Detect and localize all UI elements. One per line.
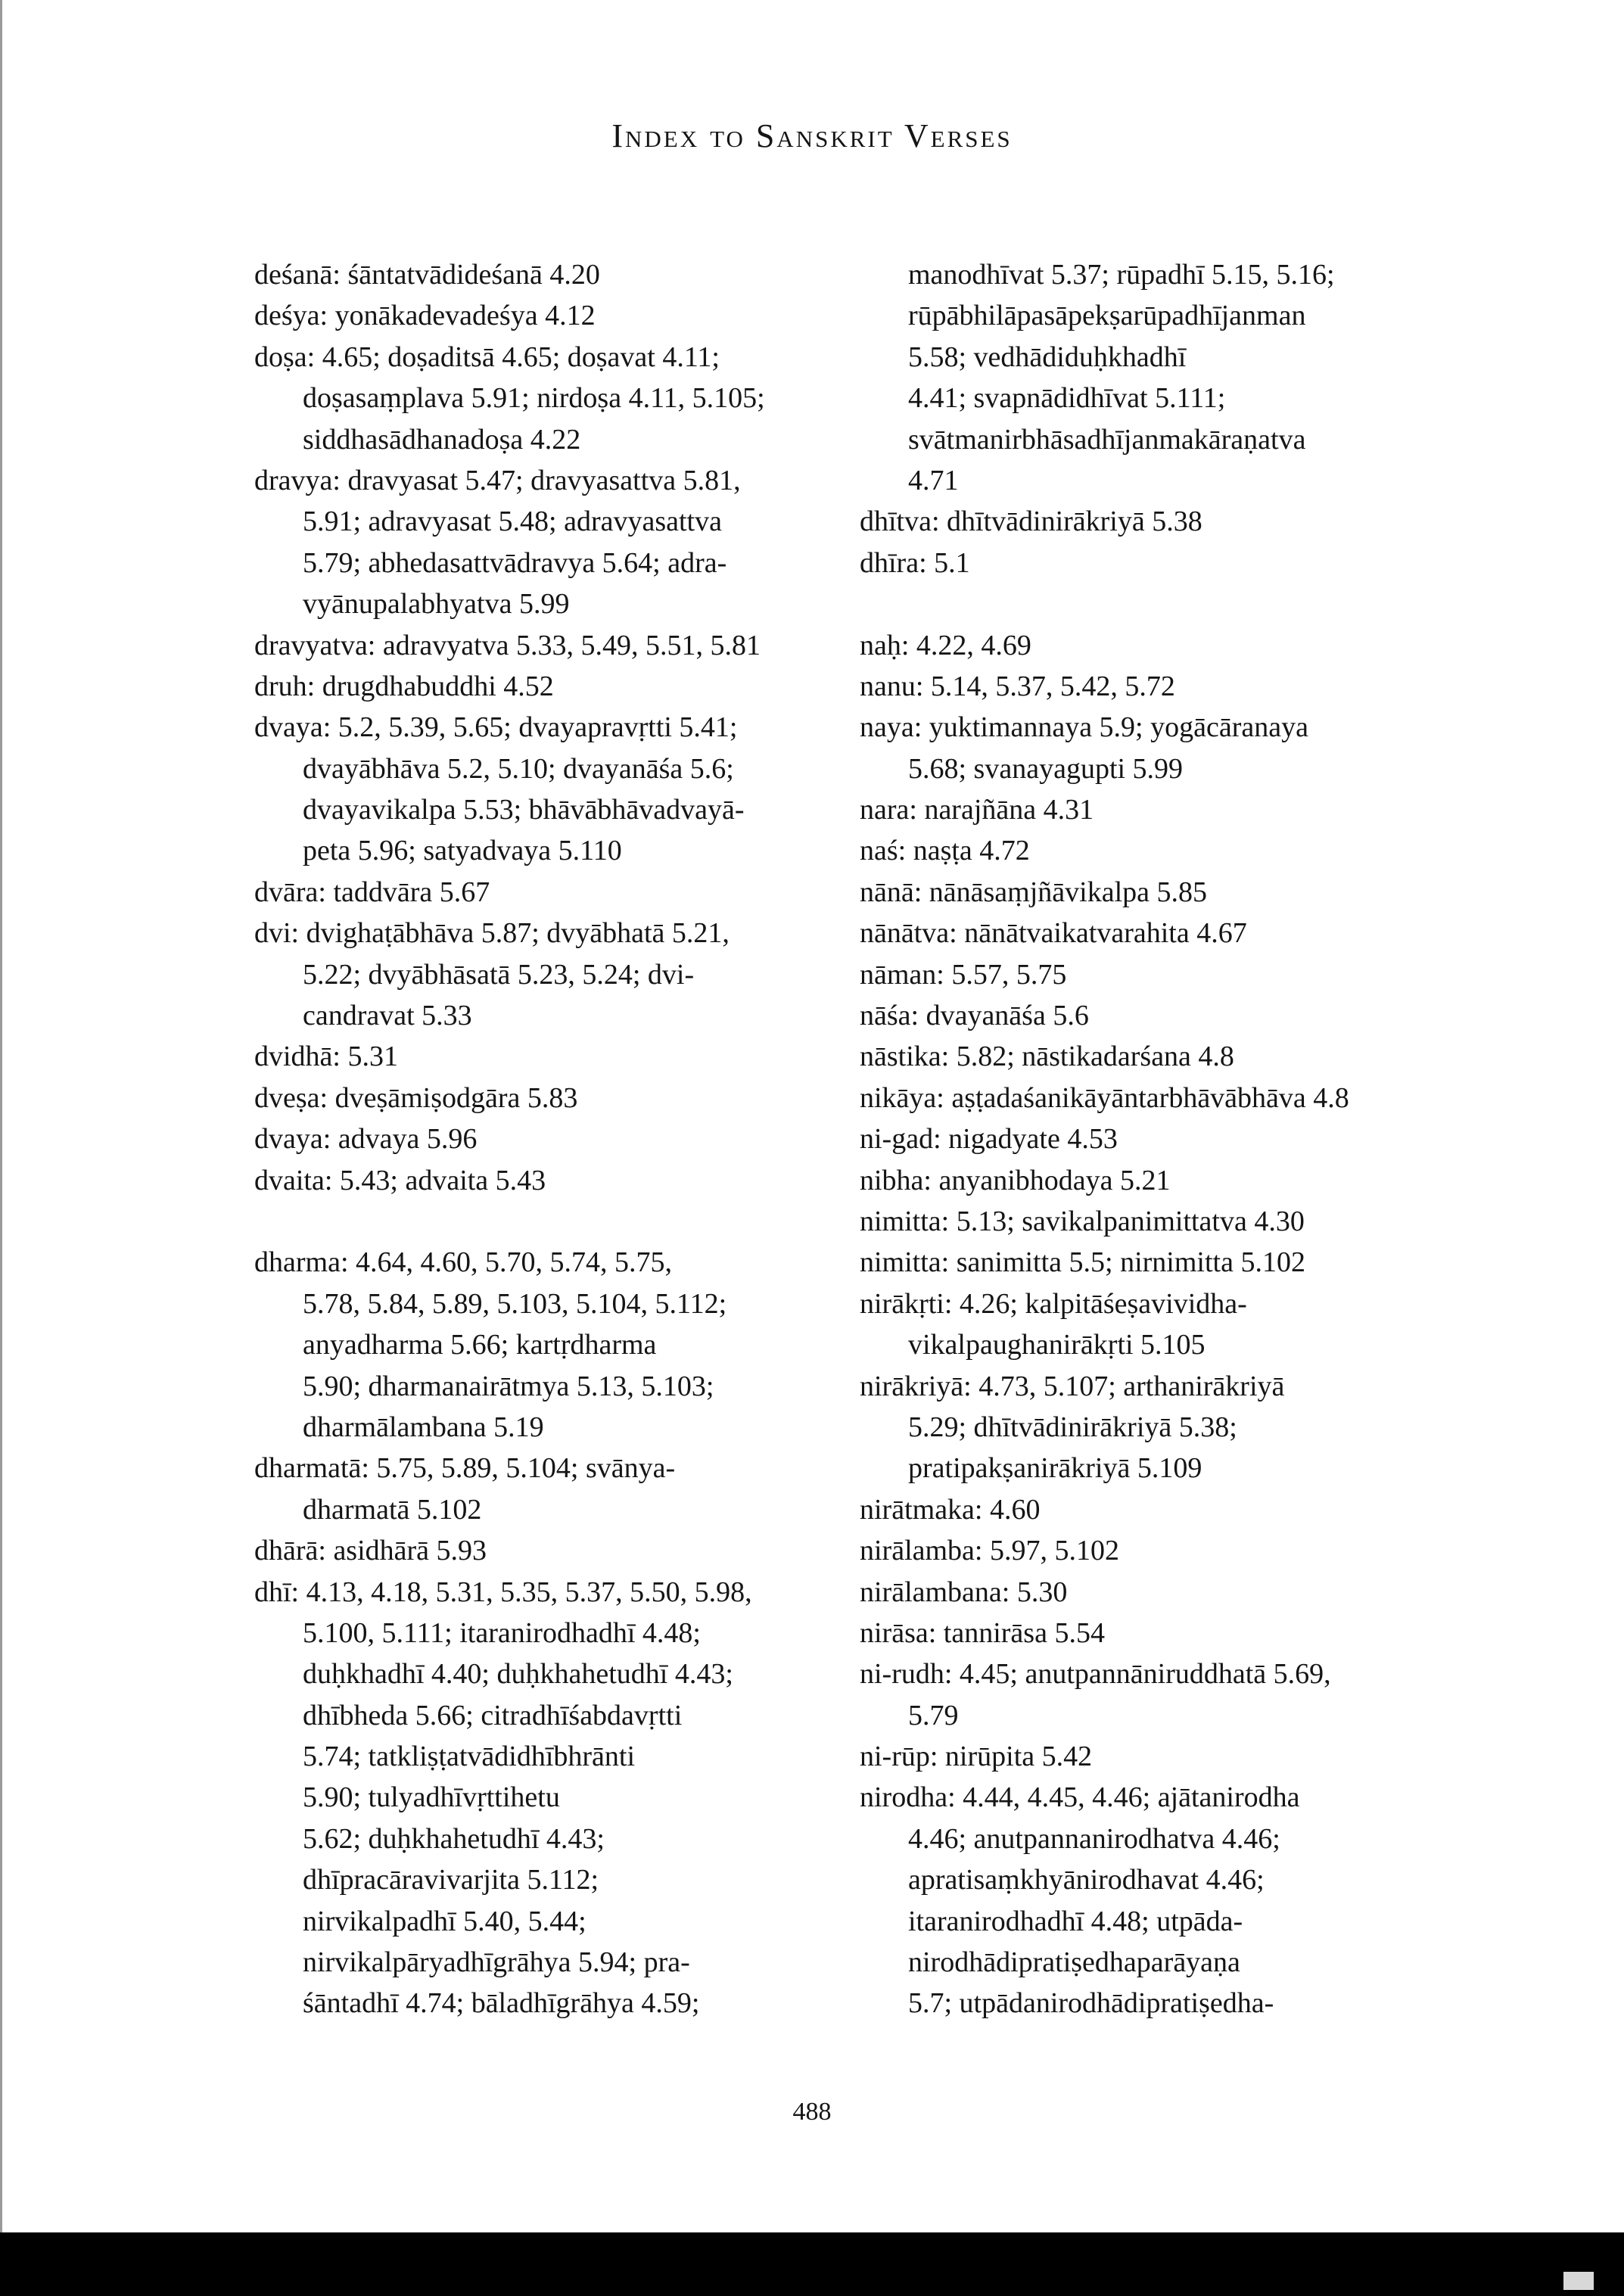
- index-entry: nirālambana: 5.30: [860, 1576, 1068, 1608]
- index-entry-continuation: nirvikalpadhī 5.40, 5.44;: [303, 1905, 586, 1937]
- index-entry-continuation: 5.29; dhītvādinirākriyā 5.38;: [908, 1411, 1237, 1443]
- index-entry-continuation: candravat 5.33: [303, 1000, 472, 1032]
- index-entry-continuation: 5.79; abhedasattvādravya 5.64; adra-: [303, 546, 727, 579]
- index-entry-continuation: rūpābhilāpasāpekṣarūpadhījanman: [908, 300, 1306, 332]
- index-entry: nānā: nānāsaṃjñāvikalpa 5.85: [860, 876, 1208, 908]
- index-entry: dhīra: 5.1: [860, 546, 970, 579]
- index-entry-continuation: dharmālambana 5.19: [303, 1411, 544, 1443]
- index-entry: nāstika: 5.82; nāstikadarśana 4.8: [860, 1041, 1234, 1073]
- index-entry: nanu: 5.14, 5.37, 5.42, 5.72: [860, 670, 1175, 702]
- index-entry: nirāsa: tannirāsa 5.54: [860, 1616, 1105, 1649]
- index-entry: nibha: anyanibhodaya 5.21: [860, 1164, 1171, 1196]
- index-entry-continuation: pratipakṣanirākriyā 5.109: [908, 1452, 1202, 1485]
- index-entry-continuation: nirvikalpāryadhīgrāhya 5.94; pra-: [303, 1946, 690, 1979]
- index-entry: dvaya: advaya 5.96: [254, 1123, 478, 1156]
- index-entry: dvaita: 5.43; advaita 5.43: [254, 1164, 546, 1196]
- index-entry: nāman: 5.57, 5.75: [860, 958, 1067, 991]
- index-entry: nirātmaka: 4.60: [860, 1493, 1041, 1526]
- scan-edge: [0, 0, 2, 2232]
- index-entry: naḥ: 4.22, 4.69: [860, 629, 1031, 661]
- index-entry: nirodha: 4.44, 4.45, 4.46; ajātanirodha: [860, 1781, 1300, 1814]
- index-entry-continuation: 5.58; vedhādiduḥkhadhī: [908, 341, 1187, 373]
- index-entry-continuation: siddhasādhanadoṣa 4.22: [303, 423, 581, 456]
- index-entry-continuation: 5.78, 5.84, 5.89, 5.103, 5.104, 5.112;: [303, 1287, 727, 1320]
- index-entry-continuation: 5.79: [908, 1699, 959, 1731]
- index-entry-continuation: vikalpaughanirākṛti 5.105: [908, 1329, 1206, 1361]
- index-entry-continuation: 5.90; tulyadhīvṛttihetu: [303, 1781, 560, 1814]
- index-entry: dravyatva: adravyatva 5.33, 5.49, 5.51, 5.81: [254, 629, 761, 661]
- index-entry-continuation: 5.22; dvyābhāsatā 5.23, 5.24; dvi-: [303, 958, 695, 991]
- running-header: Index to Sanskrit Verses: [611, 117, 1013, 154]
- index-entry: ni-rūp: nirūpita 5.42: [860, 1741, 1093, 1773]
- index-entry: dvaya: 5.2, 5.39, 5.65; dvayapravṛtti 5.41;: [254, 711, 738, 744]
- index-entry-continuation: 4.46; anutpannanirodhatva 4.46;: [908, 1822, 1280, 1855]
- index-entry: deśya: yonākadevadeśya 4.12: [254, 300, 596, 332]
- index-entry-continuation: anyadharma 5.66; kartṛdharma: [303, 1329, 657, 1361]
- index-entry-continuation: nirodhādipratiṣedhaparāyaṇa: [908, 1946, 1240, 1979]
- index-entry: nimitta: sanimitta 5.5; nirnimitta 5.102: [860, 1246, 1305, 1279]
- index-entry-continuation: peta 5.96; satyadvaya 5.110: [303, 835, 622, 867]
- index-entry: dharma: 4.64, 4.60, 5.70, 5.74, 5.75,: [254, 1246, 673, 1279]
- index-entry-continuation: 4.71: [908, 464, 959, 496]
- index-entry-continuation: 5.74; tatkliṣṭatvādidhībhrānti: [303, 1741, 636, 1773]
- index-entry: nirākṛti: 4.26; kalpitāśeṣavividha-: [860, 1287, 1247, 1320]
- index-entry-continuation: 5.68; svanayagupti 5.99: [908, 752, 1184, 785]
- index-entry: nikāya: aṣṭadaśanikāyāntarbhāvābhāva 4.8: [860, 1081, 1349, 1114]
- index-entry: dhītva: dhītvādinirākriyā 5.38: [860, 506, 1202, 538]
- index-entry: naya: yuktimannaya 5.9; yogācāranaya: [860, 711, 1308, 744]
- index-entry-continuation: itaranirodhadhī 4.48; utpāda-: [908, 1905, 1243, 1937]
- index-entry: dvāra: taddvāra 5.67: [254, 876, 490, 908]
- page-number: 488: [792, 2098, 832, 2126]
- index-entry-continuation: 5.90; dharmanairātmya 5.13, 5.103;: [303, 1370, 714, 1402]
- index-entry: dvi: dvighaṭābhāva 5.87; dvyābhatā 5.21,: [254, 917, 730, 950]
- index-entry: deśanā: śāntatvādideśanā 4.20: [254, 259, 600, 291]
- index-entry: dvidhā: 5.31: [254, 1041, 398, 1073]
- index-entry-continuation: 5.100, 5.111; itaranirodhadhī 4.48;: [303, 1616, 701, 1649]
- index-entry: dhī: 4.13, 4.18, 5.31, 5.35, 5.37, 5.50, 5.98,: [254, 1576, 752, 1608]
- index-entry-continuation: dvayābhāva 5.2, 5.10; dvayanāśa 5.6;: [303, 752, 734, 785]
- index-entry-continuation: manodhīvat 5.37; rūpadhī 5.15, 5.16;: [908, 259, 1335, 291]
- index-entry: ni-gad: nigadyate 4.53: [860, 1123, 1118, 1156]
- index-entry-continuation: dhīpracāravivarjita 5.112;: [303, 1864, 599, 1896]
- section-gap: [860, 583, 1480, 624]
- index-entry-continuation: duḥkhadhī 4.40; duḥkhahetudhī 4.43;: [303, 1658, 733, 1691]
- index-entry-continuation: dhībheda 5.66; citradhīśabdavṛtti: [303, 1699, 683, 1731]
- index-entry-continuation: dharmatā 5.102: [303, 1493, 482, 1526]
- index-entry: dravya: dravyasat 5.47; dravyasattva 5.81,: [254, 464, 741, 496]
- index-entry: nānātva: nānātvaikatvarahita 4.67: [860, 917, 1247, 950]
- index-entry: nara: narajñāna 4.31: [860, 794, 1094, 826]
- scan-corner-mark: [1563, 2272, 1594, 2290]
- index-entry-continuation: svātmanirbhāsadhījanmakāraṇatva: [908, 423, 1306, 456]
- index-entry: dharmatā: 5.75, 5.89, 5.104; svānya-: [254, 1452, 676, 1485]
- index-entry-continuation: doṣasaṃplava 5.91; nirdoṣa 4.11, 5.105;: [303, 382, 765, 415]
- index-entry: naś: naṣṭa 4.72: [860, 835, 1030, 867]
- index-entry: doṣa: 4.65; doṣaditsā 4.65; doṣavat 4.11;: [254, 341, 720, 373]
- index-entry: nirākriyā: 4.73, 5.107; arthanirākriyā: [860, 1370, 1285, 1402]
- index-entry: dhārā: asidhārā 5.93: [254, 1535, 487, 1567]
- section-gap: [254, 1201, 814, 1242]
- index-entry: dveṣa: dveṣāmiṣodgāra 5.83: [254, 1081, 578, 1114]
- index-entry-continuation: vyānupalabhyatva 5.99: [303, 588, 570, 621]
- index-entry-continuation: dvayavikalpa 5.53; bhāvābhāvadvayā-: [303, 794, 745, 826]
- index-column-right: [860, 254, 1480, 2024]
- index-entry: druh: drugdhabuddhi 4.52: [254, 670, 554, 702]
- index-entry-continuation: 4.41; svapnādidhīvat 5.111;: [908, 382, 1226, 415]
- index-entry-continuation: 5.91; adravyasat 5.48; adravyasattva: [303, 506, 722, 538]
- index-entry-continuation: apratisaṃkhyānirodhavat 4.46;: [908, 1864, 1265, 1896]
- index-entry: nirālamba: 5.97, 5.102: [860, 1535, 1119, 1567]
- index-column-left: [254, 254, 814, 2024]
- index-entry: nimitta: 5.13; savikalpanimittatva 4.30: [860, 1205, 1305, 1237]
- index-entry: ni-rudh: 4.45; anutpannāniruddhatā 5.69,: [860, 1658, 1331, 1691]
- index-entry-continuation: 5.7; utpādanirodhādipratiṣedha-: [908, 1987, 1274, 2020]
- index-entry: nāśa: dvayanāśa 5.6: [860, 1000, 1089, 1032]
- index-entry-continuation: śāntadhī 4.74; bāladhīgrāhya 4.59;: [303, 1987, 700, 2020]
- scan-bottom-border: [0, 2232, 1624, 2296]
- index-entry-continuation: 5.62; duḥkhahetudhī 4.43;: [303, 1822, 605, 1855]
